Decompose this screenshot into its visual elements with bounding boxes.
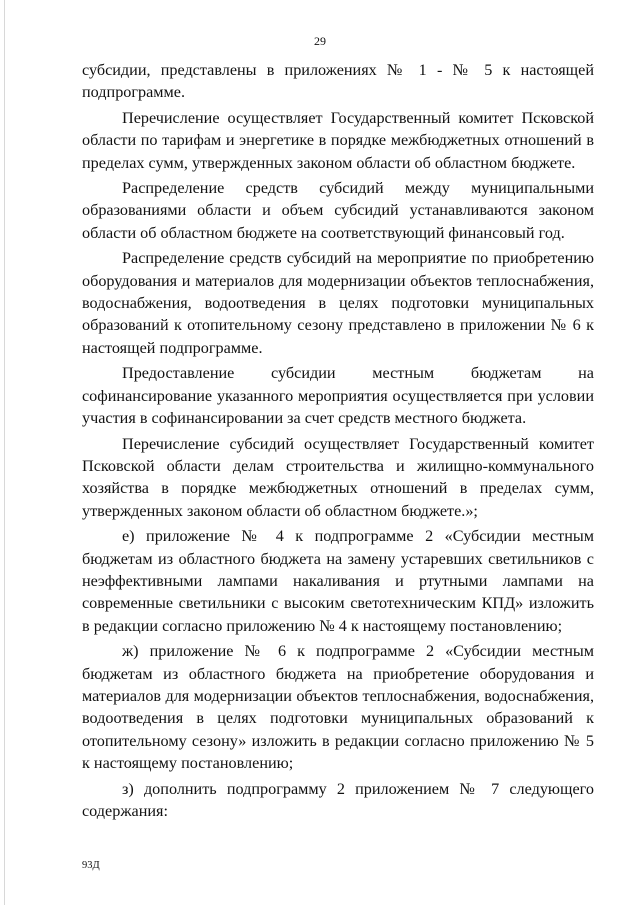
paragraph-transfer-tariffs: Перечисление осуществляет Государственный комитет Псковской области по тарифам и энергетике в порядке межбюджетных отношений в пределах сумм, утвержденных законом области об областном бюджете. (82, 108, 594, 172)
document-body (82, 59, 594, 822)
paragraph-continuation: субсидии, представлены в приложениях № 1 - № 5 к настоящей подпрограмме. (82, 61, 594, 102)
paragraph-transfer-construction: Перечисление субсидий осуществляет Государственный комитет Псковской области делам строительства и жилищно-коммунального хозяйства в порядке межбюджетных отношений в пределах сумм, утвержденных законом области об областном бюджете.»; (82, 434, 594, 520)
page-number: 29 (314, 34, 326, 48)
scan-edge-line (4, 0, 5, 905)
paragraph-provision-conditions: Предоставление субсидии местным бюджетам на софинансирование указанного мероприятия осуществляется при условии участия в софинансировании за счет средств местного бюджета. (82, 364, 594, 428)
paragraph-distribution-equipment: Распределение средств субсидий на мероприятие по приобретению оборудования и материалов для модернизации объектов теплоснабжения, водоснабжения, водоотведения в целях подготовки муниципальных образований к отопительному сезону представлено в приложении № 6 к настоящей подпрограмме. (82, 249, 594, 357)
footer-document-code: 93Д (82, 860, 100, 871)
paragraph-item-e: е) приложение № 4 к подпрограмме 2 «Субсидии местным бюджетам из областного бюджета на замену устаревших светильников с неэффективными лампами накаливания и ртутными лампами на современные светильники с высоким светотехническим КПД» изложить в редакции согласно приложению № 4 к настоящему постановлению; (82, 527, 594, 635)
paragraph-item-z: з) дополнить подпрограмму 2 приложением № 7 следующего содержания: (82, 779, 594, 820)
paragraph-distribution-law: Распределение средств субсидий между муниципальными образованиями области и объем субсидий устанавливаются законом области об областном бюджете на соответствующий финансовый год. (82, 179, 594, 242)
paragraph-item-zh: ж) приложение № 6 к подпрограмме 2 «Субсидии местным бюджетам из областного бюджета на приобретение оборудования и материалов для модернизации объектов теплоснабжения, водоснабжения, водоотведения в целях подготовки муниципальных образований к отопительному сезону» изложить в редакции согласно приложению № 5 к настоящему постановлению; (82, 642, 594, 773)
